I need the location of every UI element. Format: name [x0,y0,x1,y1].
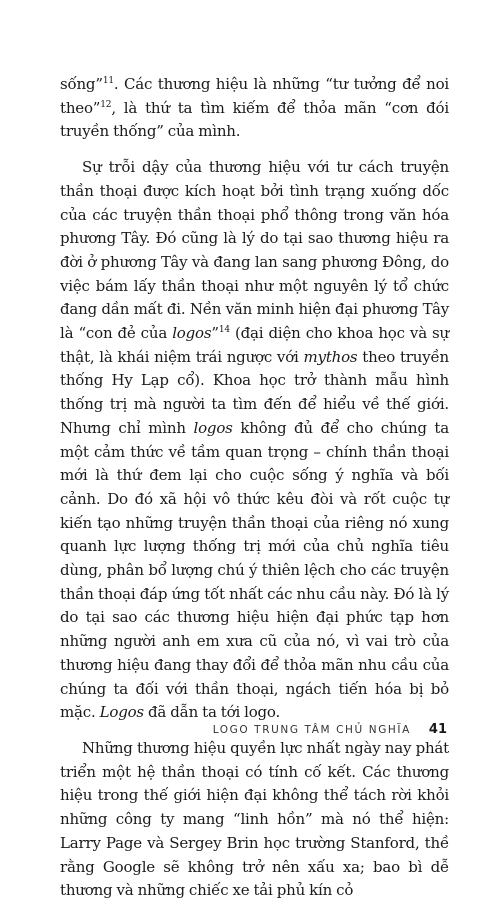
text-run: , là thứ ta tìm kiếm để thỏa mãn “cơn đói truyền thống” của mình. [60,98,449,141]
paragraph [60,73,449,144]
paragraph [60,156,449,725]
italic-term: Logos [99,703,144,722]
text-run: theo truyền thống Hy Lạp cổ). Khoa học trở thành mẫu hình thống trị mà người ta tìm đến để hiểu về thế giới. Nhưng chỉ mình [60,347,449,437]
page-body [60,73,449,903]
text-run: . Các thương hiệu là những “tư tưởng để noi theo” [60,75,449,117]
running-head: LOGO TRUNG TÂM CHỦ NGHĨA [212,724,411,736]
text-run: không đủ để cho chúng ta một cảm thức về tầm quan trọng – chính thần thoại mới là thứ đem lại cho cuộc sống ý nghĩa và bối cảnh. Do đó xã hội vô thức kêu đòi và rốt cuộc tự kiến tạo những truyện thần thoại của riêng nó xung quanh lực lượng thống trị mới của chủ nghĩa tiêu dùng, phân bổ lượng chú ý thiên lệch cho các truyện thần thoại đáp ứng tốt nhất các nhu cầu này. Đó là lý do tại sao các thương hiệu hiện đại phức tạp hơn những người anh em xưa cũ của nó, vì vai trò của thương hiệu đang thay đổi để thỏa mãn nhu cầu của chúng ta đối với thần thoại, ngách tiến hóa bị bỏ mặc. [60,418,450,722]
page-footer [213,722,447,737]
italic-term: mythos [303,347,358,366]
footnote-ref: 11 [102,76,114,86]
footnote-ref: 12 [100,99,112,110]
text-run: sống” [60,75,103,93]
text-run: đã dẫn ta tới logo. [143,703,281,722]
footnote-ref: 14 [218,325,230,336]
paragraph [60,737,449,903]
italic-term: logos [193,418,233,437]
text-run: Sự trỗi dậy của thương hiệu với tư cách truyện thần thoại được kích hoạt bởi tình trạng xuống dốc của các truyện thần thoại phổ thông trong văn hóa phương Tây. Đó cũng là lý do tại sao thương hiệu ra đời ở phương Tây và đang lan sang phương Đông, do việc bám lấy thần thoại như một nguyên lý tổ chức đang dần mất đi. Nền văn minh hiện đại phương Tây là “con đẻ của [60,158,449,343]
text-run: Những thương hiệu quyền lực nhất ngày nay phát triển một hệ thần thoại có tính cố kết. Các thương hiệu trong thế giới hiện đại không thể tách rời khỏi những công ty mang “linh hồn” mà nó thể hiện: Larry Page và Sergey Brin học trường Stanford, thề rằng Google sẽ không trở nên xấu xa; bao bì dễ thương và những chiếc xe tải phủ kín cỏ [60,738,449,900]
text-run: (đại diện cho khoa học và sự thật, là khái niệm trái ngược với [60,324,449,366]
italic-term: logos [172,324,212,343]
text-run: ” [211,324,219,343]
page-number: 41 [428,722,447,737]
